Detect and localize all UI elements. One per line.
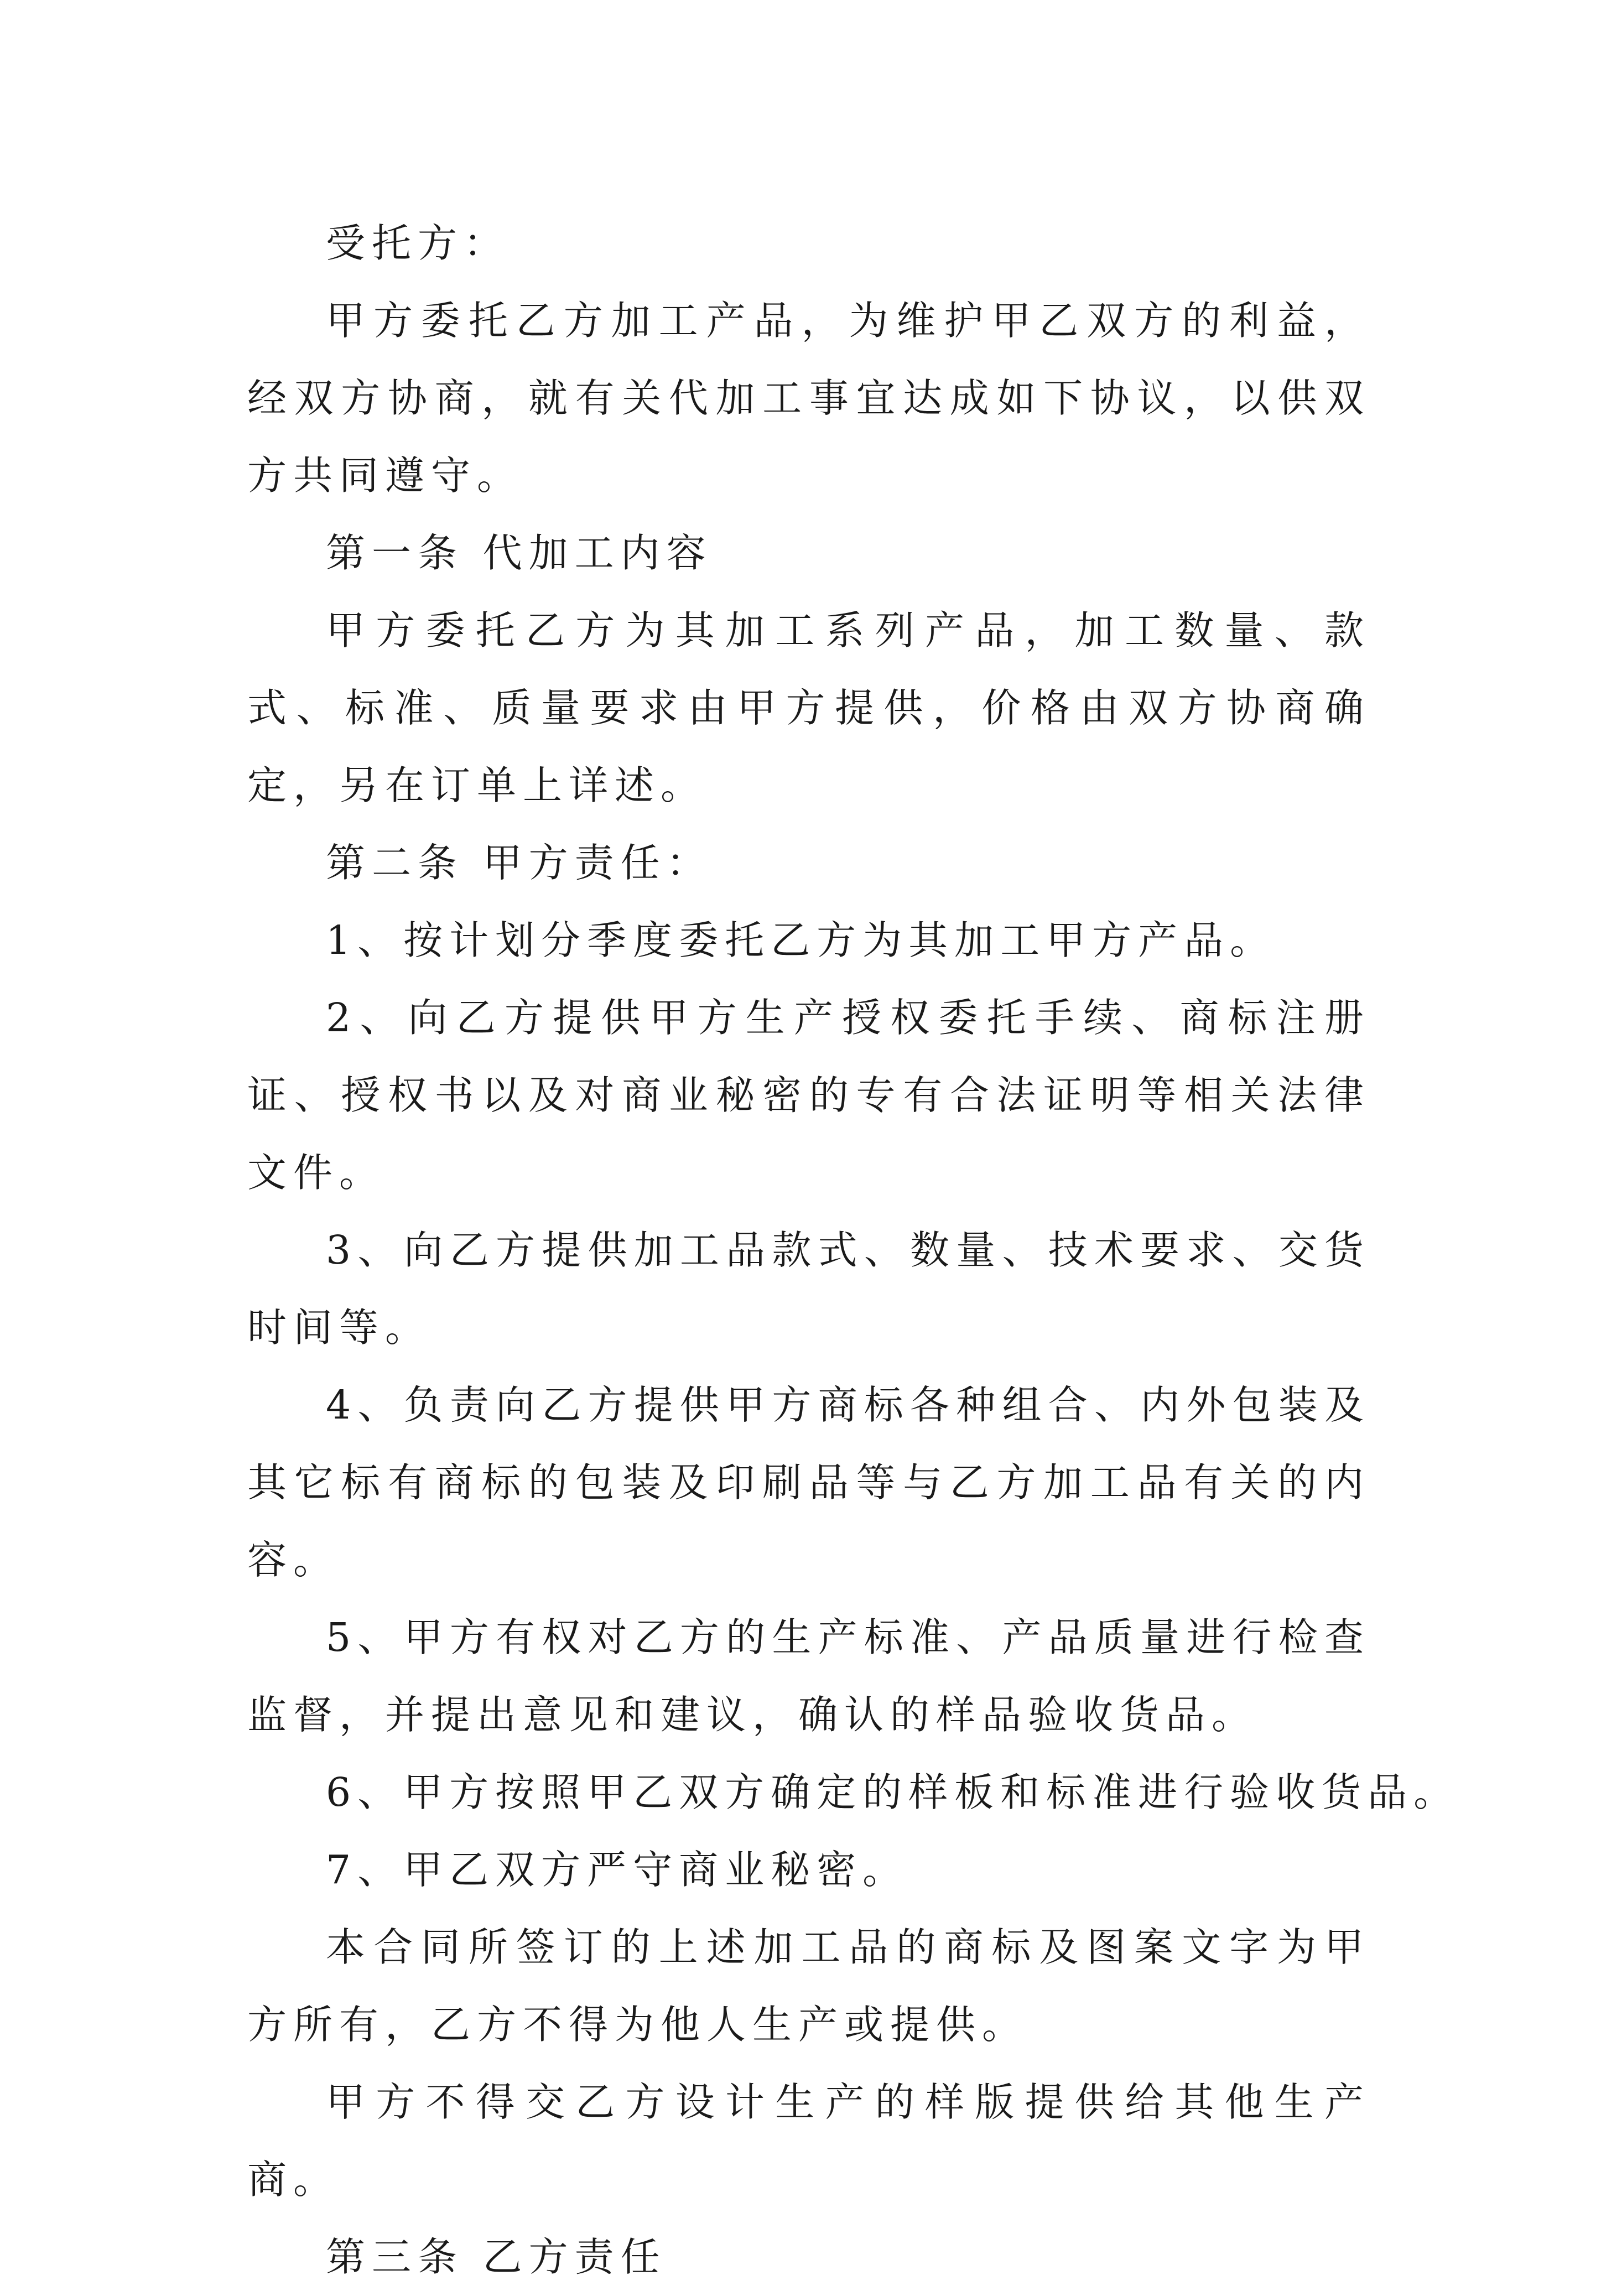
article-2-item-2: 2、向乙方提供甲方生产授权委托手续、商标注册证、授权书以及对商业秘密的专有合法证明等相关法律文件。 xyxy=(247,995,1370,1196)
article-2-item-3: 3、向乙方提供加工品款式、数量、技术要求、交货时间等。 xyxy=(247,1227,1370,1350)
party-b-label: 受托方： xyxy=(326,220,510,266)
article-2-item-5: 5、甲方有权对乙方的生产标准、产品质量进行检查监督，并提出意见和建议，确认的样品验收货品。 xyxy=(247,1614,1370,1738)
article-1-heading: 第一条 代加工内容 xyxy=(326,530,713,576)
sample-restriction-paragraph: 甲方不得交乙方设计生产的样版提供给其他生产商。 xyxy=(247,2079,1370,2203)
intro-paragraph: 甲方委托乙方加工产品，为维护甲乙双方的利益，经双方协商，就有关代加工事宜达成如下协议，以供双方共同遵守。 xyxy=(247,298,1370,498)
article-2-item-7: 7、甲乙双方严守商业秘密。 xyxy=(326,1847,909,1893)
article-2-heading: 第二条 甲方责任： xyxy=(326,840,713,886)
trademark-ownership-paragraph: 本合同所签订的上述加工品的商标及图案文字为甲方所有，乙方不得为他人生产或提供。 xyxy=(247,1924,1370,2048)
article-2-item-1: 1、按计划分季度委托乙方为其加工甲方产品。 xyxy=(326,917,1276,963)
article-2-item-4: 4、负责向乙方提供甲方商标各种组合、内外包装及其它标有商标的包装及印刷品等与乙方加工品有关的内容。 xyxy=(247,1382,1370,1583)
document-body xyxy=(247,205,1460,2296)
article-1-text: 甲方委托乙方为其加工系列产品，加工数量、款式、标准、质量要求由甲方提供，价格由双方协商确定，另在订单上详述。 xyxy=(247,607,1370,808)
article-2-item-6: 6、甲方按照甲乙双方确定的样板和标准进行验收货品。 xyxy=(326,1769,1460,1815)
article-3-heading: 第三条 乙方责任 xyxy=(326,2234,667,2280)
